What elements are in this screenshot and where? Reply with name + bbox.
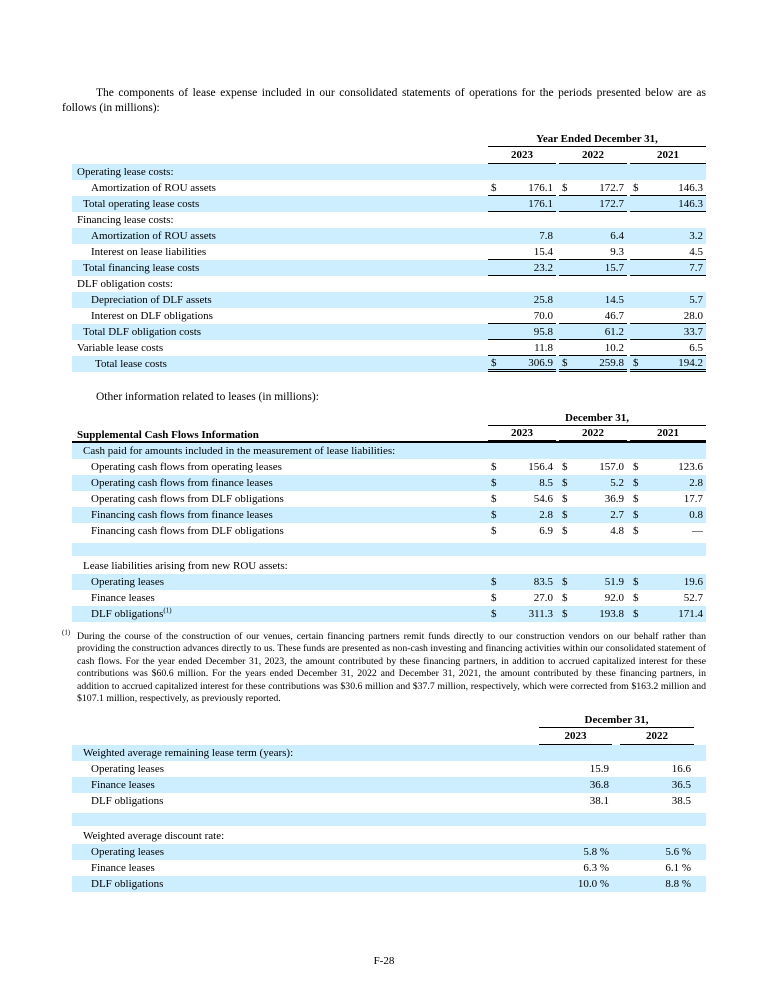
cell-value: 4.8 [610,525,624,537]
cell-value: 259.8 [599,356,624,369]
cell-value: 17.7 [683,493,703,505]
cell-value: 5.8 % [583,846,609,859]
dollar-sign: $ [491,576,497,588]
cell-value: 15.7 [604,261,624,274]
row-values [488,228,706,244]
cell-2023 [488,308,556,324]
row-label: Variable lease costs [77,342,164,354]
table-row [72,828,706,844]
cell-value: 14.5 [604,294,624,306]
cell-2022 [559,260,627,276]
year-columns [488,147,706,164]
cell-value: 156.4 [528,461,553,473]
page-number: F-28 [373,955,395,967]
cell-value: 25.8 [533,294,553,306]
row-label: Cash paid for amounts included in the measurement of lease liabilities: [83,445,396,457]
cell-2023 [488,574,556,590]
cell-2023 [488,523,556,539]
row-values [488,459,706,475]
year-header-2022: 2022 [559,426,627,441]
cell-value: 6.1 % [665,862,691,875]
row-label: Financing cash flows from DLF obligations [91,525,284,537]
cell-2023 [488,491,556,507]
cell-2021 [630,244,706,260]
cell-value: 5.7 [689,294,703,306]
row-label: DLF obligation costs: [77,278,173,290]
dollar-sign: $ [633,525,639,537]
cell-value: 36.9 [604,493,624,505]
year-columns [539,728,706,745]
row-label: Operating lease costs: [77,166,174,178]
cell-2023 [539,761,612,777]
year-header-2022: 2022 [559,147,627,164]
table-row [72,558,706,574]
table-row [72,507,706,523]
dollar-sign: $ [633,493,639,505]
cell-2022 [559,324,627,340]
year-header-2022: 2022 [620,728,694,745]
cell-2021 [630,292,706,308]
table-row [72,356,706,372]
row-label: Lease liabilities arising from new ROU assets: [83,560,288,572]
table-row [72,459,706,475]
other-info-paragraph: Other information related to leases (in millions): [96,391,319,403]
cell-2021 [630,507,706,523]
cell-value: 157.0 [599,461,624,473]
dollar-sign: $ [491,477,497,489]
cell-value: 10.2 [604,341,624,354]
table-span-header-row [72,713,706,728]
cell-2021 [630,196,706,212]
table-row [72,491,706,507]
cell-value: 123.6 [678,461,703,473]
dollar-sign: $ [633,356,639,369]
dollar-sign: $ [491,525,497,537]
dollar-sign: $ [562,493,568,505]
cell-2023 [488,340,556,356]
dollar-sign: $ [633,509,639,521]
table-row [72,793,706,809]
cell-value: 146.3 [678,181,703,194]
cell-2023 [488,606,556,622]
cell-value: 83.5 [533,576,553,588]
row-label: Depreciation of DLF assets [91,294,212,306]
row-values [539,844,706,860]
row-label [72,608,488,620]
cell-2023 [488,475,556,491]
footnote-marker-text: (1) [62,628,71,637]
table-row [72,761,706,777]
table-span-header-row [72,132,706,147]
row-values [539,793,706,809]
year-header-2021: 2021 [630,147,706,164]
cell-value: 70.0 [533,309,553,322]
row-values [488,356,706,372]
cell-value: 3.2 [689,230,703,242]
cell-value: 171.4 [678,608,703,620]
table-row [72,876,706,892]
year-header-2023: 2023 [539,728,612,745]
cell-value: 311.3 [528,608,553,620]
table-row [72,340,706,356]
row-values [488,574,706,590]
cell-value: 51.9 [604,576,624,588]
row-label: Interest on DLF obligations [91,310,213,322]
cell-value: 6.9 [539,525,553,537]
dollar-sign: $ [633,181,639,194]
dollar-sign: $ [562,477,568,489]
row-label: Amortization of ROU assets [91,230,216,242]
dollar-sign: $ [562,525,568,537]
cell-2021 [630,574,706,590]
cell-value: 146.3 [678,197,703,210]
year-header-2023: 2023 [488,147,556,164]
cell-2022 [620,777,694,793]
row-values [488,590,706,606]
row-values [488,491,706,507]
row-label: Finance leases [91,862,155,875]
lease-expense-table [72,132,706,372]
row-values [488,507,706,523]
table-years-row [72,426,706,443]
table-row [72,574,706,590]
cell-value: 27.0 [533,592,553,604]
cell-value: 172.7 [599,197,624,210]
row-values [488,523,706,539]
row-label: Operating leases [91,576,164,588]
table-years-row [72,147,706,164]
row-values [539,876,706,892]
footnote-marker [62,628,77,705]
dollar-sign: $ [491,356,497,369]
table-row [72,606,706,622]
cell-2022 [559,196,627,212]
span-header: December 31, [539,714,694,728]
cell-2022 [559,308,627,324]
cell-value: 7.8 [539,230,553,242]
row-label: Operating cash flows from DLF obligations [91,493,284,505]
row-values [488,180,706,196]
cell-value: 61.2 [604,325,624,338]
row-label: Operating leases [91,763,164,776]
row-values [488,260,706,276]
row-label: Weighted average discount rate: [83,830,225,843]
cell-2022 [559,244,627,260]
table-span-header-row [72,411,706,426]
span-header: December 31, [488,412,706,426]
row-label: Amortization of ROU assets [91,182,216,194]
cell-2023 [539,860,612,876]
table-row [72,324,706,340]
table-row [72,276,706,292]
row-label: Financing lease costs: [77,214,174,226]
cell-2023 [488,459,556,475]
cell-2022 [559,574,627,590]
cell-2022 [620,761,694,777]
cell-2022 [559,340,627,356]
cell-2022 [620,844,694,860]
cell-2023 [488,324,556,340]
cell-value: 36.8 [589,779,609,792]
cell-value: 9.3 [610,245,624,258]
cell-2023 [488,292,556,308]
cell-value: 194.2 [678,356,703,369]
cell-value: 8.8 % [665,878,691,891]
dollar-sign: $ [562,461,568,473]
year-header-2021: 2021 [630,426,706,441]
footnote-reference: (1) [163,606,172,615]
row-label-text: DLF obligations [91,608,164,620]
cell-2021 [630,491,706,507]
cell-value: 16.6 [671,763,691,776]
empty-row [72,813,706,826]
row-label: Total DLF obligation costs [83,326,202,338]
cell-2022 [559,356,627,372]
dollar-sign: $ [562,356,568,369]
cell-value: 95.8 [533,325,553,338]
cell-value: 46.7 [604,309,624,322]
dollar-sign: $ [491,181,497,194]
row-values [488,196,706,212]
cell-value: 11.8 [534,341,553,354]
row-label: Interest on lease liabilities [91,246,207,258]
empty-row [72,543,706,556]
row-label: Operating leases [91,846,164,859]
cell-2023 [539,793,612,809]
table-row [72,212,706,228]
dollar-sign: $ [491,592,497,604]
cell-value: 4.5 [689,245,703,258]
row-label: DLF obligations [91,878,164,891]
cell-2021 [630,523,706,539]
cell-value: 15.4 [533,245,553,258]
cell-2023 [488,228,556,244]
dollar-sign: $ [633,477,639,489]
row-values [488,308,706,324]
cell-value: 23.2 [533,261,553,274]
table-row [72,244,706,260]
cell-2021 [630,308,706,324]
cell-value: 92.0 [604,592,624,604]
cell-2023 [488,196,556,212]
table-row [72,844,706,860]
cell-value: 2.8 [689,477,703,489]
row-values [488,244,706,260]
dollar-sign: $ [491,461,497,473]
row-values [539,761,706,777]
cell-2023 [488,180,556,196]
cell-value: 7.7 [689,261,703,274]
dollar-sign: $ [633,576,639,588]
row-label: Total financing lease costs [83,262,200,274]
cell-2023 [488,507,556,523]
dollar-sign: $ [491,509,497,521]
cell-2021 [630,228,706,244]
cell-value: 33.7 [683,325,703,338]
cell-2022 [620,793,694,809]
cell-value: 6.3 % [583,862,609,875]
cell-value: 19.6 [683,576,703,588]
cell-value: 6.5 [689,341,703,354]
cell-2022 [559,523,627,539]
cell-value: 36.5 [671,779,691,792]
table-years-row [72,728,706,745]
cell-2022 [559,590,627,606]
footnote [62,628,706,705]
cell-2023 [488,244,556,260]
row-values [488,475,706,491]
table-row [72,590,706,606]
table-row [72,196,706,212]
row-label: Financing cash flows from finance leases [91,509,273,521]
table-row [72,475,706,491]
table-row [72,745,706,761]
dollar-sign: $ [562,576,568,588]
span-header: Year Ended December 31, [488,133,706,147]
table-row [72,228,706,244]
page-content [0,86,768,892]
cell-2022 [559,180,627,196]
table-row [72,164,706,180]
row-label: Operating cash flows from finance leases [91,477,273,489]
cell-2021 [630,180,706,196]
row-label: Total operating lease costs [83,198,200,210]
cell-value: 5.6 % [665,846,691,859]
intro-paragraph: The components of lease expense included in our consolidated statements of operations for the periods presented below are as follows (in millions): [62,87,706,114]
cell-value: 38.1 [589,795,609,808]
cell-2021 [630,590,706,606]
row-values [488,292,706,308]
cell-value: 176.1 [528,197,553,210]
cell-value: 176.1 [528,181,553,194]
cell-value: 8.5 [539,477,553,489]
table-row [72,523,706,539]
cell-2022 [620,876,694,892]
cell-value: 10.0 % [577,878,609,891]
row-label: Finance leases [91,779,155,792]
cell-value: 306.9 [528,356,553,369]
dollar-sign: $ [562,592,568,604]
cell-2022 [559,491,627,507]
supplemental-cash-flows-table [72,411,706,622]
dollar-sign: $ [562,509,568,521]
table-row [72,443,706,459]
cell-2021 [630,260,706,276]
cell-2022 [620,860,694,876]
cell-2021 [630,475,706,491]
row-label: Finance leases [91,592,155,604]
cell-value: 15.9 [589,763,609,776]
cell-value: 172.7 [599,181,624,194]
cell-value: 6.4 [610,230,624,242]
cell-2021 [630,324,706,340]
cell-2021 [630,340,706,356]
table-row [72,292,706,308]
term-rate-table [72,713,706,892]
row-label: Total lease costs [95,358,167,370]
cell-2022 [559,228,627,244]
table-row [72,308,706,324]
cell-value: 52.7 [683,592,703,604]
cell-value: 2.8 [539,509,553,521]
cell-2023 [488,590,556,606]
cell-2022 [559,475,627,491]
cell-2023 [488,356,556,372]
cell-2021 [630,606,706,622]
dollar-sign: $ [633,592,639,604]
cell-2022 [559,507,627,523]
cell-value: 5.2 [610,477,624,489]
cell-2023 [539,844,612,860]
row-label: Weighted average remaining lease term (years): [83,747,294,760]
row-values [539,860,706,876]
table-row [72,260,706,276]
row-values [488,340,706,356]
dollar-sign: $ [562,608,568,620]
cell-2021 [630,356,706,372]
row-values [539,777,706,793]
cell-2022 [559,459,627,475]
cell-2023 [488,260,556,276]
dollar-sign: $ [491,493,497,505]
dollar-sign: $ [562,181,568,194]
cell-value: 28.0 [683,309,703,322]
table-row [72,860,706,876]
cell-2023 [539,876,612,892]
row-values [488,324,706,340]
cell-2023 [539,777,612,793]
dollar-sign: $ [633,461,639,473]
table-row [72,180,706,196]
row-values [488,606,706,622]
cell-2022 [559,606,627,622]
dollar-sign: $ [491,608,497,620]
year-columns [488,426,706,441]
table-row-header: Supplemental Cash Flows Information [77,429,259,441]
cell-value: 193.8 [599,608,624,620]
row-label: Operating cash flows from operating leases [91,461,282,473]
cell-value: — [692,525,703,537]
cell-value: 38.5 [671,795,691,808]
cell-value: 54.6 [533,493,553,505]
dollar-sign: $ [633,608,639,620]
cell-value: 0.8 [689,509,703,521]
cell-2022 [559,292,627,308]
table-row [72,777,706,793]
cell-value: 2.7 [610,509,624,521]
year-header-2023: 2023 [488,426,556,441]
row-label: DLF obligations [91,795,164,808]
cell-2021 [630,459,706,475]
footnote-text: During the course of the construction of our venues, certain financing partners remit funds directly to our construction vendors on our behalf rather than providing the construction advances directly to us. These funds are presented as non-cash investing and financing activities within our consolidated statement of cash flows. For the year ended December 31, 2023, the amount contributed by these financing partners, in addition to accrued capitalized interest for these contributions was $60.6 million. For the years ended December 31, 2022 and December 31, 2021, the amount contributed by these financing partners, in addition to accrued capitalized interest for these contributions was $30.6 million and $37.7 million, respectively, which were corrected from $163.2 million and $107.1 million, respectively, as previously reported. [77,631,706,705]
